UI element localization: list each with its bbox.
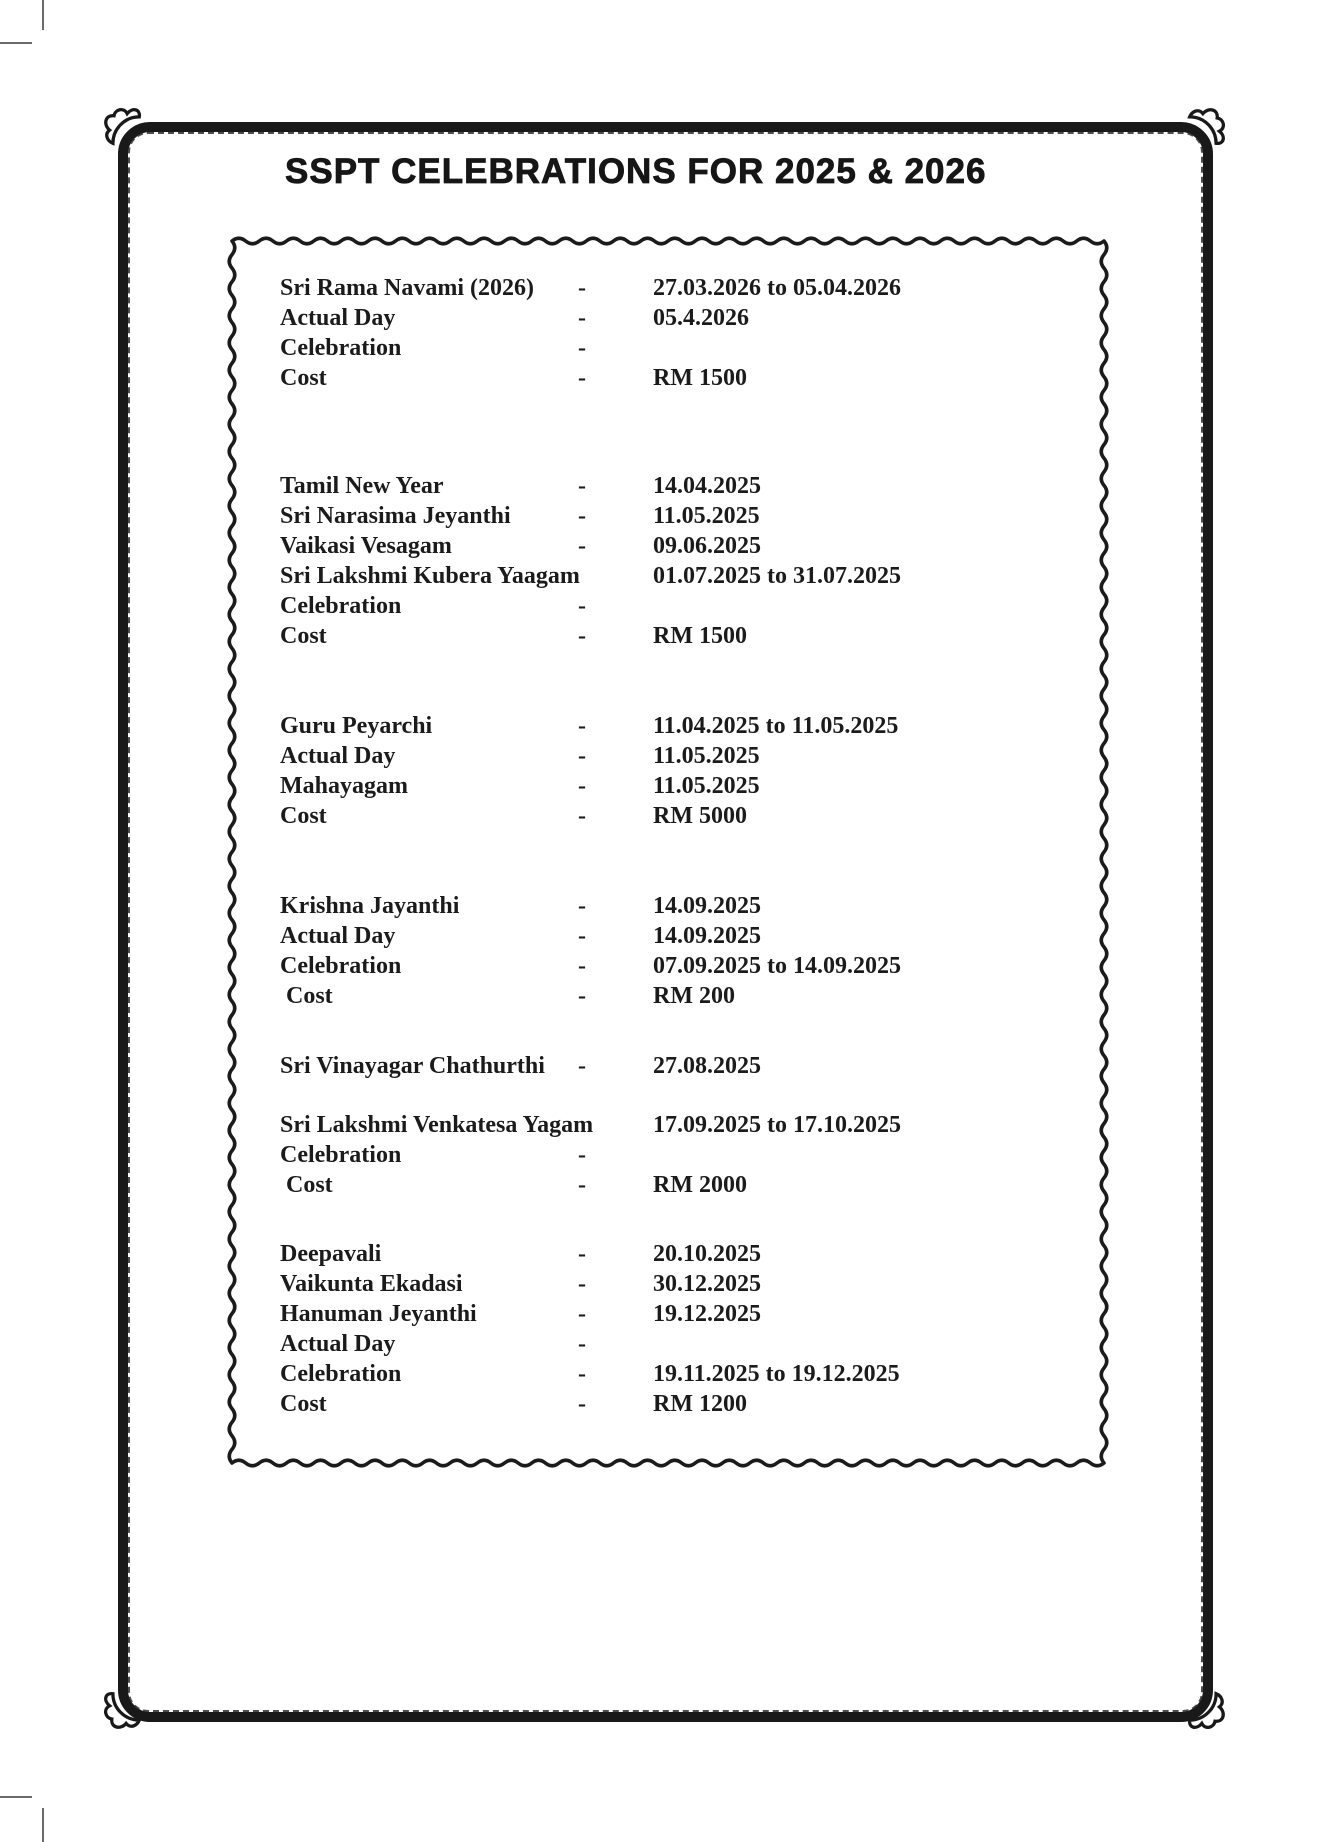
celebration-row [280, 921, 1088, 951]
celebration-row [280, 1389, 1088, 1419]
row-label: Celebration [280, 1142, 402, 1168]
row-dash: - [578, 1301, 586, 1327]
page-title: SSPT CELEBRATIONS FOR 2025 & 2026 [285, 152, 987, 191]
row-value: 05.4.2026 [653, 305, 749, 331]
celebration-row [280, 771, 1088, 801]
row-dash: - [578, 803, 586, 829]
celebration-row [280, 1110, 1088, 1140]
row-dash: - [578, 923, 586, 949]
row-value: 30.12.2025 [653, 1271, 761, 1297]
row-value: 14.04.2025 [653, 473, 761, 499]
row-value [653, 1329, 1088, 1359]
crop-mark-top-left-vertical [42, 0, 44, 30]
row-label: Sri Rama Navami (2026) [280, 275, 534, 301]
row-value: 09.06.2025 [653, 533, 761, 559]
row-label: Cost [280, 1391, 327, 1417]
row-value: 11.05.2025 [653, 503, 760, 529]
row-dash: - [578, 335, 586, 361]
row-dash: - [578, 1142, 586, 1168]
celebration-row [280, 741, 1088, 771]
row-value: 19.12.2025 [653, 1301, 761, 1327]
row-dash: - [578, 1053, 586, 1079]
row-value: 01.07.2025 to 31.07.2025 [653, 563, 901, 589]
row-dash: - [578, 953, 586, 979]
celebration-row [280, 363, 1088, 393]
row-label: Sri Lakshmi Kubera Yaagam [280, 563, 580, 589]
row-label: Celebration [280, 1361, 402, 1387]
row-label: Cost [280, 365, 327, 391]
celebration-row [280, 801, 1088, 831]
celebration-block [280, 1239, 1088, 1419]
row-value: 17.09.2025 to 17.10.2025 [653, 1112, 901, 1138]
row-label: Sri Lakshmi Venkatesa Yagam [280, 1112, 594, 1138]
row-label: Vaikunta Ekadasi [280, 1271, 463, 1297]
row-dash: - [578, 623, 586, 649]
row-label: Actual Day [280, 743, 396, 769]
celebration-row [280, 273, 1088, 303]
row-value: RM 5000 [653, 803, 747, 829]
celebration-block [280, 273, 1088, 393]
row-label: Krishna Jayanthi [280, 893, 460, 919]
row-label: Actual Day [280, 1331, 396, 1357]
row-label: Cost [280, 983, 333, 1009]
crop-mark-top-left-horizontal [0, 42, 32, 44]
celebration-row [280, 1051, 1088, 1081]
corner-flourish-top-left [103, 107, 147, 151]
row-dash [578, 561, 653, 591]
row-dash [578, 1110, 653, 1140]
celebration-row [280, 501, 1088, 531]
row-value: 07.09.2025 to 14.09.2025 [653, 953, 901, 979]
row-label: Hanuman Jeyanthi [280, 1301, 477, 1327]
row-value: RM 1200 [653, 1391, 747, 1417]
celebration-row [280, 1170, 1088, 1200]
celebrations-panel [232, 241, 1104, 1463]
celebration-row [280, 621, 1088, 651]
row-value [653, 591, 1088, 621]
row-value: RM 200 [653, 983, 735, 1009]
row-value: 11.04.2025 to 11.05.2025 [653, 713, 899, 739]
row-dash: - [578, 1172, 586, 1198]
row-dash: - [578, 593, 586, 619]
row-dash: - [578, 305, 586, 331]
row-value: 20.10.2025 [653, 1241, 761, 1267]
celebration-row [280, 333, 1088, 363]
row-label: Mahayagam [280, 773, 408, 799]
row-value: 14.09.2025 [653, 893, 761, 919]
corner-flourish-top-right [1182, 107, 1226, 151]
corner-flourish-bottom-left [103, 1686, 147, 1730]
row-label: Celebration [280, 335, 402, 361]
row-dash: - [578, 503, 586, 529]
celebration-row [280, 951, 1088, 981]
row-dash: - [578, 1391, 586, 1417]
celebration-block [280, 711, 1088, 831]
celebration-row [280, 561, 1088, 591]
row-label: Cost [280, 803, 327, 829]
celebration-row [280, 471, 1088, 501]
celebration-row [280, 1299, 1088, 1329]
row-value: RM 1500 [653, 623, 747, 649]
row-dash: - [578, 1361, 586, 1387]
row-dash: - [578, 1271, 586, 1297]
row-label: Celebration [280, 593, 402, 619]
row-value: 27.03.2026 to 05.04.2026 [653, 275, 901, 301]
celebration-row [280, 891, 1088, 921]
row-dash: - [578, 533, 586, 559]
row-dash: - [578, 1331, 586, 1357]
row-label: Sri Narasima Jeyanthi [280, 503, 511, 529]
celebration-row [280, 591, 1088, 621]
row-value: 11.05.2025 [653, 773, 760, 799]
row-dash: - [578, 743, 586, 769]
celebration-row [280, 1329, 1088, 1359]
row-label: Guru Peyarchi [280, 713, 433, 739]
crop-mark-bottom-left-horizontal [0, 1796, 32, 1798]
celebration-row [280, 981, 1088, 1011]
row-dash: - [578, 893, 586, 919]
row-value: 27.08.2025 [653, 1053, 761, 1079]
row-value: RM 1500 [653, 365, 747, 391]
row-label: Cost [280, 623, 327, 649]
celebration-row [280, 531, 1088, 561]
row-label: Sri Vinayagar Chathurthi [280, 1053, 545, 1079]
row-value [653, 1140, 1088, 1170]
celebration-row [280, 1239, 1088, 1269]
celebration-block [280, 891, 1088, 1011]
row-label: Celebration [280, 953, 402, 979]
row-value: RM 2000 [653, 1172, 747, 1198]
celebrations-list [280, 273, 1088, 1419]
row-label: Vaikasi Vesagam [280, 533, 452, 559]
row-label: Tamil New Year [280, 473, 444, 499]
celebration-row [280, 711, 1088, 741]
celebration-row [280, 1140, 1088, 1170]
row-label: Deepavali [280, 1241, 382, 1267]
celebration-block [280, 1051, 1088, 1081]
row-dash: - [578, 473, 586, 499]
celebration-block [280, 471, 1088, 651]
row-dash: - [578, 1241, 586, 1267]
row-value: 19.11.2025 to 19.12.2025 [653, 1361, 900, 1387]
crop-mark-bottom-left-vertical [42, 1808, 44, 1842]
row-value [653, 333, 1088, 363]
corner-flourish-bottom-right [1182, 1686, 1226, 1730]
row-label: Actual Day [280, 305, 396, 331]
celebration-block [280, 1110, 1088, 1200]
row-label: Cost [280, 1172, 333, 1198]
row-label: Actual Day [280, 923, 396, 949]
row-dash: - [578, 773, 586, 799]
row-value: 11.05.2025 [653, 743, 760, 769]
row-dash: - [578, 983, 586, 1009]
celebration-row [280, 1359, 1088, 1389]
row-dash: - [578, 713, 586, 739]
row-value: 14.09.2025 [653, 923, 761, 949]
celebration-row [280, 303, 1088, 333]
row-dash: - [578, 275, 586, 301]
celebration-row [280, 1269, 1088, 1299]
row-dash: - [578, 365, 586, 391]
